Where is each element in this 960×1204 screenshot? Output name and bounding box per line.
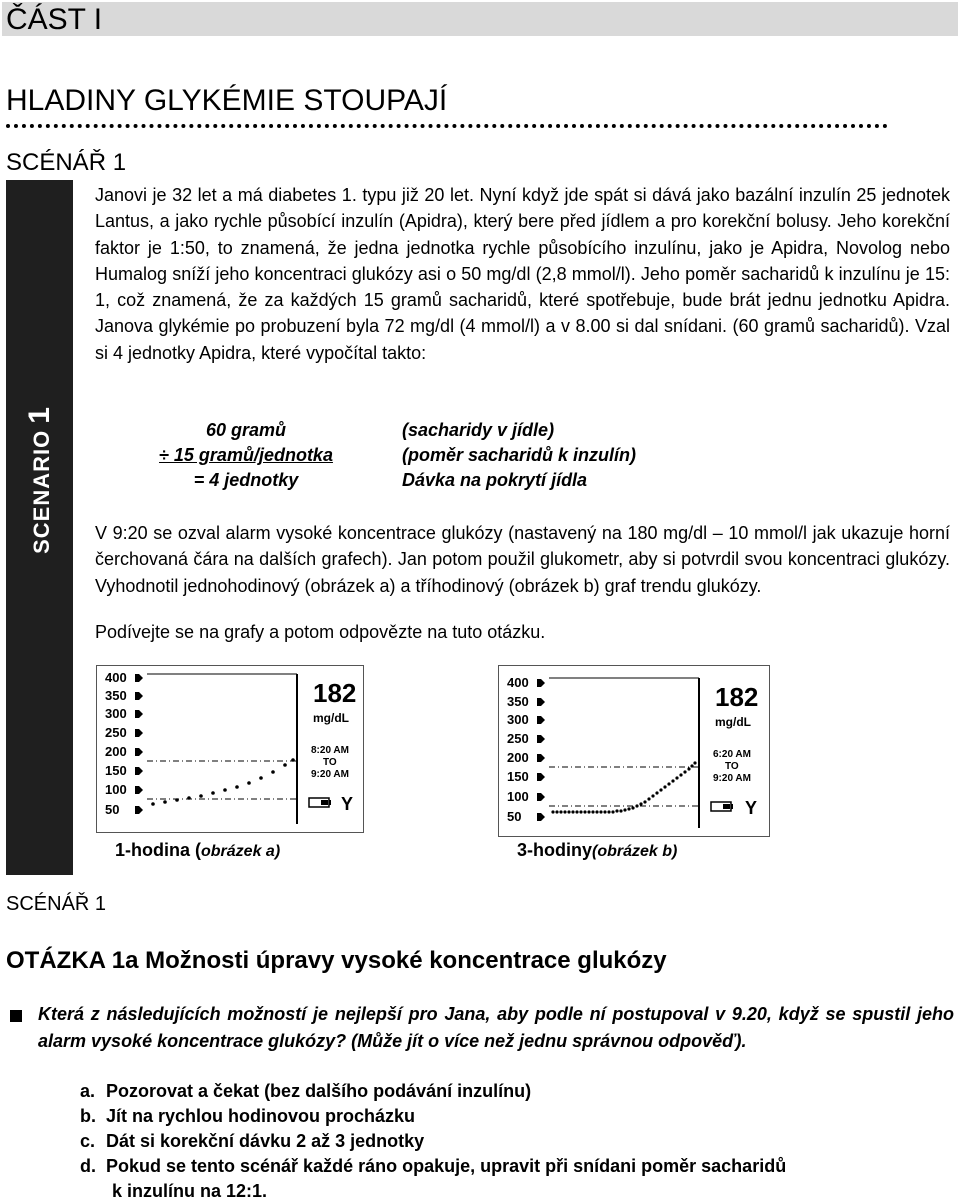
option-text: Pozorovat a čekat (bez dalšího podávání inzulínu) (106, 1081, 532, 1101)
question-text: Která z následujících možností je nejlepší pro Jana, aby podle ní postupoval v 9.20, když se spustil jeho alarm vysoké koncentrace glukózy? (Může jít o více než jednu správnou odpověď). (38, 1004, 954, 1051)
trend-dot (611, 810, 614, 813)
time-from: 6:20 AM (713, 749, 751, 760)
y-tick: 150 (105, 763, 127, 778)
caption-main: 1-hodina ( (115, 840, 201, 860)
trend-dot (187, 796, 191, 800)
time-to: 9:20 AM (713, 773, 751, 784)
tick-marker (541, 679, 545, 687)
glucose-reading: 182 (313, 678, 357, 708)
answer-option-b[interactable] (80, 1104, 940, 1129)
trend-dot (619, 809, 622, 812)
trend-dot (223, 788, 227, 792)
trend-dot (559, 810, 562, 813)
option-marker: b. (80, 1106, 96, 1126)
trend-dot (655, 791, 658, 794)
caption-main: 3-hodiny (517, 840, 592, 860)
answer-option-c[interactable] (80, 1129, 940, 1154)
y-tick: 400 (105, 670, 127, 685)
trend-dot (631, 806, 634, 809)
tick-marker (135, 674, 139, 682)
trend-dot (623, 808, 626, 811)
calc-label: (sacharidy v jídle) (402, 420, 555, 440)
trend-dot (235, 785, 239, 789)
trend-dot (583, 810, 586, 813)
trend-dot (603, 810, 606, 813)
trend-dot (671, 779, 674, 782)
trend-dot (639, 802, 642, 805)
option-marker: d. (80, 1156, 96, 1176)
trend-dot (643, 800, 646, 803)
scenario-side-tab (6, 180, 73, 875)
trend-dot (651, 794, 654, 797)
y-tick: 400 (507, 675, 529, 690)
tick-marker (541, 698, 545, 706)
instruction-line: Podívejte se na grafy a potom odpovězte na tuto otázku. (95, 622, 546, 642)
graph-a-caption (115, 840, 280, 861)
main-heading: HLADINY GLYKÉMIE STOUPAJÍ (6, 84, 448, 117)
trend-dot (555, 810, 558, 813)
calc-value: 60 gramů (205, 420, 287, 440)
trend-dot (551, 810, 554, 813)
trend-dot (693, 761, 696, 764)
trend-dot (667, 782, 670, 785)
trend-dot (659, 788, 662, 791)
tick-marker (537, 679, 541, 687)
trend-dot (579, 810, 582, 813)
tick-marker (537, 735, 541, 743)
y-tick: 50 (105, 802, 120, 817)
tick-marker (135, 767, 139, 775)
side-tab-label (23, 406, 57, 554)
trend-dot (283, 763, 287, 767)
tick-marker (139, 710, 143, 718)
tick-marker (541, 793, 545, 801)
tick-marker (537, 793, 541, 801)
graph-a-svg (97, 666, 363, 832)
caption-italic: (obrázek b) (592, 843, 678, 860)
trend-dot (675, 776, 678, 779)
y-tick: 150 (507, 769, 529, 784)
tick-marker (537, 698, 541, 706)
time-from: 8:20 AM (311, 745, 349, 756)
trend-dot (259, 776, 263, 780)
tick-marker (135, 806, 139, 814)
option-text-continued: k inzulínu na 12:1. (112, 1181, 268, 1201)
tick-marker (139, 806, 143, 814)
tick-marker (139, 674, 143, 682)
tick-marker (541, 773, 545, 781)
y-tick: 200 (507, 750, 529, 765)
glucose-reading: 182 (715, 682, 759, 712)
trend-dot (679, 773, 682, 776)
answer-option-a[interactable] (80, 1079, 940, 1104)
y-tick: 100 (507, 789, 529, 804)
antenna-icon: Y (341, 794, 354, 814)
tick-marker (139, 748, 143, 756)
side-tab-number: 1 (23, 406, 56, 424)
tick-marker (135, 710, 139, 718)
tick-marker (135, 786, 139, 794)
y-tick: 50 (507, 809, 522, 824)
part-title-bar: ČÁST I (2, 2, 958, 36)
trend-dot (683, 770, 686, 773)
trend-dot (291, 758, 295, 762)
calc-value: = 4 jednotky (193, 470, 299, 490)
trend-dot (211, 791, 215, 795)
tick-marker (541, 716, 545, 724)
time-to-label: TO (725, 761, 739, 772)
trend-dot (563, 810, 566, 813)
tick-marker (537, 754, 541, 762)
caption-italic: obrázek a) (201, 843, 281, 860)
trend-dot (199, 794, 203, 798)
battery-icon (711, 802, 733, 811)
bullet-square-icon (10, 1010, 22, 1022)
y-tick: 250 (507, 731, 529, 746)
y-tick: 300 (507, 712, 529, 727)
trend-dot (567, 810, 570, 813)
tick-marker (139, 729, 143, 737)
time-to-label: TO (323, 757, 337, 768)
trend-dot (271, 770, 275, 774)
trend-dot (687, 767, 690, 770)
y-tick: 300 (105, 706, 127, 721)
trend-dot (575, 810, 578, 813)
intro-paragraph: Janovi je 32 let a má diabetes 1. typu již 20 let. Nyní když jde spát si dává jako bazální inzulín 25 jednotek Lantus, a jako rychle působící inzulín (Apidra), který bere před jídlem a pro korekční bolusy. Jeho korekční faktor je 1:50, to znamená, že jedna jednotka rychle působícího inzulínu, jako je Apidra, Novolog nebo Humalog sníží jeho koncentraci glukózy asi o 50 mg/dl (2,8 mmol/l). Jeho poměr sacharidů k inzulínu je 15: 1, což znamená, že za každých 15 gramů sacharidů, které spotřebuje, bude brát jednu jednotku Apidra. Janova glykémie po probuzení byla 72 mg/dl (4 mmol/l) a v 8.00 si dal snídani. (60 gramů sacharidů). Vzal si 4 jednotky Apidra, které vypočítal takto: (95, 185, 950, 363)
answer-option-d[interactable] (80, 1154, 940, 1204)
trend-dot (663, 785, 666, 788)
tick-marker (139, 692, 143, 700)
glucose-trend-graph-1h (96, 665, 364, 833)
tick-marker (537, 773, 541, 781)
trend-dot (151, 802, 155, 806)
trend-dot (627, 807, 630, 810)
trend-dot (595, 810, 598, 813)
option-marker: a. (80, 1081, 96, 1101)
y-tick: 200 (105, 744, 127, 759)
calc-label: (poměr sacharidů k inzulín) (402, 445, 637, 465)
tick-marker (541, 813, 545, 821)
tick-marker (135, 729, 139, 737)
tick-marker (135, 748, 139, 756)
scenario-heading: SCÉNÁŘ 1 (6, 149, 127, 176)
y-tick: 250 (105, 725, 127, 740)
trend-dot (599, 810, 602, 813)
dotted-divider (6, 124, 888, 128)
calc-label: Dávka na pokrytí jídla (402, 470, 588, 490)
trend-dot (163, 800, 167, 804)
glucose-unit: mg/dL (313, 711, 349, 725)
trend-dot (635, 804, 638, 807)
glucose-trend-graph-3h (498, 665, 770, 837)
time-to: 9:20 AM (311, 769, 349, 780)
question-title: OTÁZKA 1a Možnosti úpravy vysoké koncentrace glukózy (6, 947, 667, 974)
tick-marker (541, 754, 545, 762)
trend-dot (607, 810, 610, 813)
trend-dot (591, 810, 594, 813)
option-text: Pokud se tento scénář každé ráno opakuje, upravit při snídani poměr sacharidů (106, 1156, 787, 1176)
graph-b-svg (499, 666, 769, 836)
option-text: Jít na rychlou hodinovou procházku (106, 1106, 416, 1126)
tick-marker (537, 716, 541, 724)
antenna-icon: Y (745, 798, 758, 818)
calc-value: ÷ 15 gramů/jednotka (159, 445, 333, 465)
y-tick: 100 (105, 782, 127, 797)
alarm-paragraph: V 9:20 se ozval alarm vysoké koncentrace glukózy (nastavený na 180 mg/dl – 10 mmol/l jak ukazuje horní čerchovaná čára na dalších grafech). Jan potom použil glukometr, aby si potvrdil svou koncentraci glukózy. Vyhodnotil jednohodinový (obrázek a) a tříhodinový (obrázek b) graf trendu glukózy. (95, 523, 950, 596)
trend-dot (690, 764, 693, 767)
graph-b-caption (517, 840, 677, 861)
option-text: Dát si korekční dávku 2 až 3 jednotky (106, 1131, 425, 1151)
trend-dot (615, 809, 618, 812)
tick-marker (537, 813, 541, 821)
trend-dot (247, 781, 251, 785)
glucose-unit: mg/dL (715, 715, 751, 729)
tick-marker (139, 786, 143, 794)
tick-marker (541, 735, 545, 743)
trend-dot (587, 810, 590, 813)
scenario-footer-label: SCÉNÁŘ 1 (6, 893, 107, 915)
trend-dot (647, 797, 650, 800)
side-tab-text: SCENARIO (29, 429, 54, 554)
y-tick: 350 (105, 688, 127, 703)
trend-dot (175, 798, 179, 802)
battery-icon (309, 798, 331, 807)
tick-marker (139, 767, 143, 775)
tick-marker (135, 692, 139, 700)
option-marker: c. (80, 1131, 96, 1151)
trend-dot (571, 810, 574, 813)
y-tick: 350 (507, 694, 529, 709)
